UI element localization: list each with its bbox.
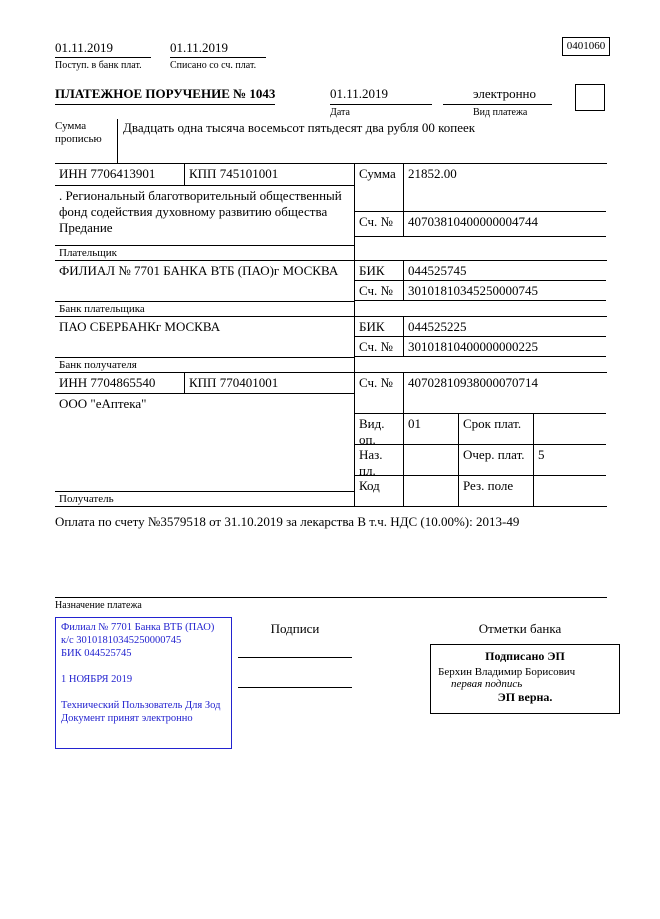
sum-value: 21852.00 — [408, 166, 457, 181]
sum-label: Сумма — [355, 164, 404, 211]
payee-left — [55, 373, 355, 506]
purpose-label: Назначение платежа — [55, 600, 142, 611]
debited-date: 01.11.2019 — [170, 40, 266, 58]
payer-bank-section-label: Банк плательщика — [55, 301, 354, 316]
payer-section — [55, 164, 607, 261]
payer-account-row — [355, 212, 606, 237]
payer-left — [55, 164, 355, 260]
eds-stamp-box — [430, 644, 620, 714]
payer-account: 40703810400000004744 — [408, 214, 538, 229]
stamp-line: 1 НОЯБРЯ 2019 — [61, 674, 133, 685]
srok-plat-value — [534, 414, 606, 444]
rez-pole-label: Рез. поле — [459, 476, 534, 506]
vid-op-row — [355, 414, 606, 445]
payee-bank-bik-row — [355, 317, 606, 337]
received-date-block — [55, 40, 151, 71]
payer-bank-bik: 044525745 — [408, 263, 467, 278]
operation-subtable — [355, 413, 606, 506]
payment-kind-label: Вид платежа — [473, 107, 528, 118]
vid-op-value: 01 — [404, 414, 459, 444]
payer-bank-account-row — [355, 281, 606, 301]
payee-inn: ИНН 7704865540 — [55, 373, 185, 393]
naz-pl-value — [404, 445, 459, 475]
form-code-box: 0401060 — [562, 37, 610, 56]
document-date-label: Дата — [330, 107, 350, 118]
kod-label: Код — [355, 476, 404, 506]
stamp-line: Технический Пользователь Для Зод — [61, 700, 221, 711]
payee-spacer-value — [404, 393, 606, 413]
payee-inn-kpp-row — [55, 373, 354, 394]
payer-bank-bik-row — [355, 261, 606, 281]
payee-kpp: КПП 770401001 — [189, 375, 279, 390]
payee-bank-account-row — [355, 337, 606, 357]
eds-note: первая подпись — [451, 678, 523, 690]
stamp-line — [61, 660, 226, 673]
sum-row — [355, 164, 606, 212]
payee-bank-bik: 044525225 — [408, 319, 467, 334]
payee-bank-right — [355, 317, 606, 372]
debited-date-block — [170, 40, 266, 71]
payment-kind-block — [443, 86, 552, 118]
received-date-label: Поступ. в банк плат. — [55, 60, 142, 71]
header-empty-box — [575, 84, 605, 111]
vid-op-label: Вид. оп. — [355, 414, 404, 444]
payer-bank-name: ФИЛИАЛ № 7701 БАНКА ВТБ (ПАО)г МОСКВА — [59, 263, 339, 278]
payee-bank-account: 30101810400000000225 — [408, 339, 538, 354]
srok-plat-label: Срок плат. — [459, 414, 534, 444]
payer-name: . Региональный благотворительный общественный фонд содействия духовному развитию общества Предание — [59, 188, 342, 235]
payee-bank-name: ПАО СБЕРБАНКг МОСКВА — [59, 319, 221, 334]
payee-right — [355, 373, 606, 506]
purpose-underline — [55, 597, 607, 611]
payer-right — [355, 164, 606, 260]
payee-bank-section — [55, 317, 607, 373]
naz-pl-row — [355, 445, 606, 476]
signature-line-2 — [238, 687, 352, 688]
kod-row — [355, 476, 606, 506]
eds-verdict: ЭП верна. — [497, 690, 553, 704]
payee-spacer-label — [355, 393, 404, 413]
payer-section-label: Плательщик — [55, 245, 354, 260]
debited-date-label: Списано со сч. плат. — [170, 60, 257, 71]
document-title: ПЛАТЕЖНОЕ ПОРУЧЕНИЕ № 1043 — [55, 86, 275, 105]
payer-bank-account: 30101810345250000745 — [408, 283, 538, 298]
payer-bank-section — [55, 261, 607, 317]
amount-words-label: Сумма прописью — [55, 120, 102, 145]
payer-kpp: КПП 745101001 — [189, 166, 279, 181]
bank-acceptance-stamp — [55, 617, 232, 749]
stamp-line — [61, 686, 226, 699]
amount-words-divider — [117, 119, 118, 163]
bank-marks-label: Отметки банка — [478, 621, 562, 636]
payee-bank-section-label: Банк получателя — [55, 357, 354, 372]
payee-spacer-row — [355, 393, 606, 413]
payee-account-row — [355, 373, 606, 393]
stamp-line: БИК 044525745 — [61, 648, 132, 659]
payee-bank-account-label: Сч. № — [355, 337, 404, 356]
document-date-block — [330, 86, 432, 118]
payer-inn-kpp-row — [55, 164, 354, 186]
payer-inn: ИНН 7706413901 — [55, 164, 185, 185]
payee-account-label: Сч. № — [355, 373, 404, 393]
signatures-label: Подписи — [270, 621, 320, 636]
signature-line-1 — [238, 657, 352, 658]
payee-section — [55, 373, 607, 507]
payer-bank-left — [55, 261, 355, 316]
payee-name: ООО "еАптека" — [59, 396, 147, 411]
payment-kind: электронно — [443, 86, 552, 105]
document-date: 01.11.2019 — [330, 86, 432, 105]
eds-signer-name: Берхин Владимир Борисович — [438, 666, 576, 678]
payer-account-label: Сч. № — [355, 212, 404, 236]
kod-value — [404, 476, 459, 506]
payer-bank-account-label: Сч. № — [355, 281, 404, 300]
ocher-plat-label: Очер. плат. — [459, 445, 534, 475]
payer-bank-bik-label: БИК — [355, 261, 404, 280]
rez-pole-value — [534, 476, 606, 506]
received-date: 01.11.2019 — [55, 40, 151, 58]
ocher-plat-value: 5 — [538, 447, 545, 462]
amount-words-value: Двадцать одна тысяча восемьсот пятьдесят два рубля 00 копеек — [123, 120, 476, 135]
purpose-text: Оплата по счету №3579518 от 31.10.2019 за лекарства В т.ч. НДС (10.00%): 2013-49 — [55, 514, 520, 529]
payee-account: 40702810938000070714 — [408, 375, 538, 390]
payee-bank-left — [55, 317, 355, 372]
eds-title: Подписано ЭП — [485, 649, 565, 663]
payee-bank-bik-label: БИК — [355, 317, 404, 336]
stamp-line: к/с 30101810345250000745 — [61, 635, 182, 646]
naz-pl-label: Наз. пл. — [355, 445, 404, 475]
payee-section-label: Получатель — [55, 491, 354, 506]
stamp-line: Филиал № 7701 Банка ВТБ (ПАО) — [61, 622, 215, 633]
stamp-line: Документ принят электронно — [61, 713, 193, 724]
payment-order-table — [55, 163, 607, 507]
payer-bank-right — [355, 261, 606, 316]
